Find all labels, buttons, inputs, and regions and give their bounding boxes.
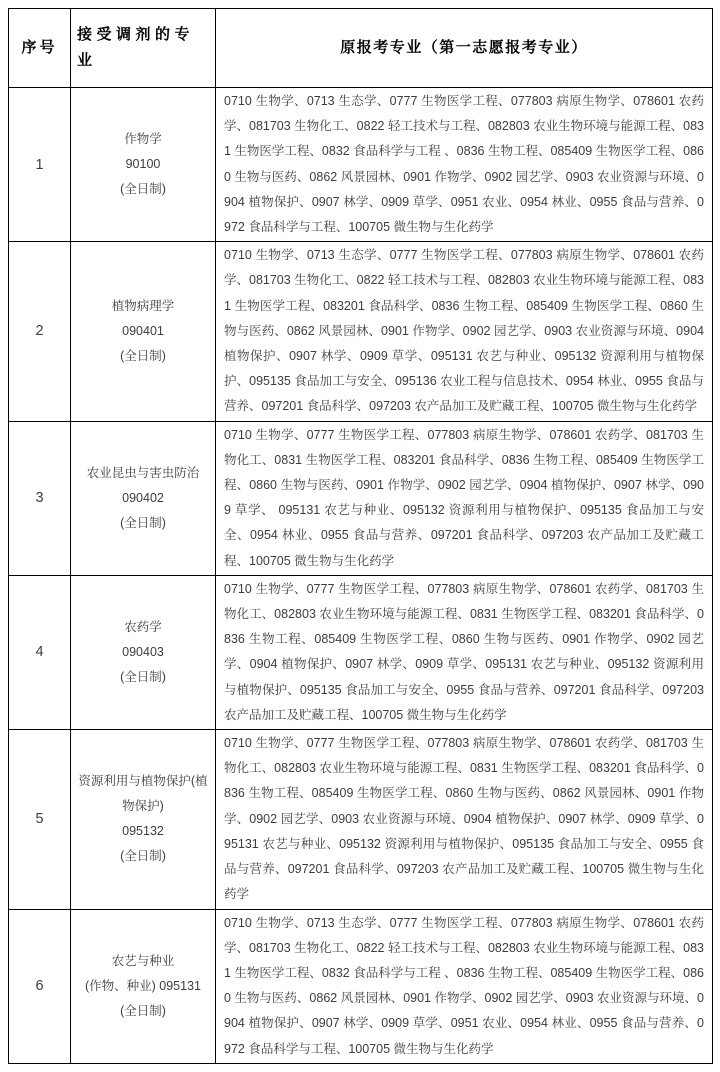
row-accepting-major: [71, 242, 216, 421]
header-row: [9, 9, 713, 88]
accepting-major-line: 090401: [122, 323, 164, 338]
accepting-major-line: 095132: [122, 824, 164, 839]
table-row: [9, 909, 713, 1063]
row-original-majors: 0710 生物学、0713 生态学、0777 生物医学工程、077803 病原生物学、078601 农药学、081703 生物化工、0822 轻工技术与工程、082803 农业生物环境与能源工程、0831 生物医学工程、083201 食品科学、0836 生物工程、085409 生物医学工程、0860 生物与医药、0862 风景园林、0901 作物学、0902 园艺学、0903 农业资源与环境、0904 植物保护、0907 林学、0909 草学、095131 农艺与种业、095132 资源利用与植物保护、095135 食品加工与安全、095136 农业工程与信息技术、0954 林业、0955 食品与营养、097201 食品科学、097203 农产品加工及贮藏工程、100705 微生物与生化药学: [216, 242, 713, 421]
accepting-major-line: (作物、种业) 095131: [84, 978, 201, 993]
header-number: 序号: [9, 9, 71, 88]
table-header: [9, 9, 713, 88]
accepting-major-line: 90100: [125, 157, 161, 172]
row-number: 1: [9, 88, 71, 242]
table-row: [9, 88, 713, 242]
table-row: [9, 421, 713, 575]
accepting-major-line: 作物学: [124, 132, 162, 147]
adjustment-majors-table: [8, 8, 713, 1064]
accepting-major-line: (全日制): [120, 182, 166, 197]
row-number: 4: [9, 575, 71, 729]
accepting-major-line: 090402: [122, 490, 164, 505]
accepting-major-line: (全日制): [120, 1003, 166, 1018]
accepting-major-line: 农药学: [124, 619, 162, 634]
accepting-major-line: (全日制): [120, 849, 166, 864]
accepting-major-line: 090403: [122, 644, 164, 659]
accepting-major-line: 资源利用与植物保护(植物保护): [78, 774, 208, 814]
accepting-major-line: (全日制): [120, 669, 166, 684]
header-accepting-major: 接受调剂的专业: [71, 9, 216, 88]
row-number: 2: [9, 242, 71, 421]
row-original-majors: 0710 生物学、0713 生态学、0777 生物医学工程、077803 病原生物学、078601 农药学、081703 生物化工、0822 轻工技术与工程、082803 农业生物环境与能源工程、0831 生物医学工程、0832 食品科学与工程 、0836 生物工程、085409 生物医学工程、0860 生物与医药、0862 风景园林、0901 作物学、0902 园艺学、0903 农业资源与环境、0904 植物保护、0907 林学、0909 草学、0951 农业、0954 林业、0955 食品与营养、0972 食品科学与工程、100705 微生物与生化药学: [216, 88, 713, 242]
row-original-majors: 0710 生物学、0777 生物医学工程、077803 病原生物学、078601 农药学、081703 生物化工、0831 生物医学工程、083201 食品科学、0836 生物工程、085409 生物医学工程、0860 生物与医药、0901 作物学、0902 园艺学、0904 植物保护、0907 林学、0909 草学、 095131 农艺与种业、095132 资源利用与植物保护、095135 食品加工与安全、0954 林业、0955 食品与营养、097201 食品科学、097203 农产品加工及贮藏工程、100705 微生物与生化药学: [216, 421, 713, 575]
row-number: 3: [9, 421, 71, 575]
accepting-major-line: 农艺与种业: [111, 953, 175, 968]
accepting-major-line: (全日制): [120, 515, 166, 530]
table-row: [9, 242, 713, 421]
row-accepting-major: [71, 575, 216, 729]
row-original-majors: 0710 生物学、0777 生物医学工程、077803 病原生物学、078601 农药学、081703 生物化工、082803 农业生物环境与能源工程、0831 生物医学工程、083201 食品科学、0836 生物工程、085409 生物医学工程、0860 生物与医药、0901 作物学、0902 园艺学、0904 植物保护、0907 林学、0909 草学、095131 农艺与种业、095132 资源利用与植物保护、095135 食品加工与安全、0955 食品与营养、097201 食品科学、097203 农产品加工及贮藏工程、100705 微生物与生化药学: [216, 575, 713, 729]
table-row: [9, 575, 713, 729]
accepting-major-line: 农业昆虫与害虫防治: [86, 465, 200, 480]
row-number: 5: [9, 730, 71, 909]
row-accepting-major: [71, 730, 216, 909]
table-row: [9, 730, 713, 909]
row-accepting-major: [71, 421, 216, 575]
accepting-major-line: (全日制): [120, 348, 166, 363]
header-original-major: 原报考专业（第一志愿报考专业）: [216, 9, 713, 88]
row-accepting-major: [71, 909, 216, 1063]
table-body: [9, 88, 713, 1064]
row-number: 6: [9, 909, 71, 1063]
accepting-major-line: 植物病理学: [111, 298, 175, 313]
row-accepting-major: [71, 88, 216, 242]
row-original-majors: 0710 生物学、0713 生态学、0777 生物医学工程、077803 病原生物学、078601 农药学、081703 生物化工、0822 轻工技术与工程、082803 农业生物环境与能源工程、0831 生物医学工程、0832 食品科学与工程 、0836 生物工程、085409 生物医学工程、0860 生物与医药、0862 风景园林、0901 作物学、0902 园艺学、0903 农业资源与环境、0904 植物保护、0907 林学、0909 草学、0951 农业、0954 林业、0955 食品与营养、0972 食品科学与工程、100705 微生物与生化药学: [216, 909, 713, 1063]
row-original-majors: 0710 生物学、0777 生物医学工程、077803 病原生物学、078601 农药学、081703 生物化工、082803 农业生物环境与能源工程、0831 生物医学工程、083201 食品科学、0836 生物工程、085409 生物医学工程、0860 生物与医药、0862 风景园林、0901 作物学、0902 园艺学、0903 农业资源与环境、0904 植物保护、0907 林学、0909 草学、095131 农艺与种业、095132 资源利用与植物保护、095135 食品加工与安全、0955 食品与营养、097201 食品科学、097203 农产品加工及贮藏工程、100705 微生物与生化药学: [216, 730, 713, 909]
